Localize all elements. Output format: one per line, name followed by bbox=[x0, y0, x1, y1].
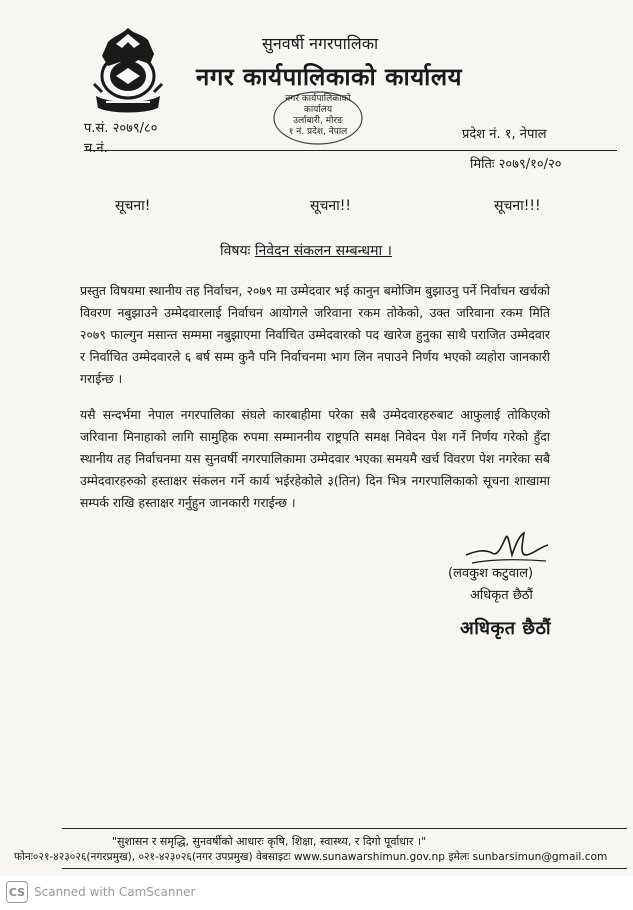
office-stamp bbox=[270, 90, 366, 154]
footer-email[interactable]: sunbarsimun@gmail.com bbox=[472, 851, 608, 863]
reference-number: प.सं. २०७९/८० bbox=[84, 121, 158, 136]
body-paragraph: प्रस्तुत विषयमा स्थानीय तह निर्वाचन, २०७९ मा उम्मेदवार भई कानुन बमोजिम बुझाउनु पर्ने निर्वाचन खर्चको विवरण नबुझाउने उम्मेदवारलाई निर्वाचन आयोगले जरिवाना रकम तोकेको, उक्त जरिवाना रकम मिति २०७९ फाल्गुन मसान्त सम्ममा नबुझाएमा निर्वाचित उम्मेदवारको पद खारेज हुनुका साथै पराजित उम्मेदवार र निर्वाचित उम्मेदवारले ६ बर्ष सम्म कुनै पनि निर्वाचनमा भाग लिन नपाउने निर्णय भएको व्यहोरा जानकारी गराईन्छ । bbox=[80, 283, 550, 386]
designation-stamp: अधिकृत छैठौं bbox=[460, 618, 552, 639]
signer-designation: अधिकृत छैठौं bbox=[470, 588, 533, 603]
notice-heading: सूचना!!! bbox=[494, 198, 541, 214]
letter-date: मितिः २०७९/१०/२० bbox=[470, 157, 562, 172]
signer-name: (लवकुश कटुवाल) bbox=[448, 566, 534, 581]
footer-motto: "सुशासन र समृद्धि, सुनवर्षीको आधारः कृषि, शिक्षा, स्वास्थ्य, र दिगो पूर्वाधार ।" bbox=[112, 835, 427, 848]
footer-contact bbox=[14, 850, 607, 864]
camscanner-logo-icon: CS bbox=[6, 881, 28, 903]
stamp-line: १ नं. प्रदेश, नेपाल bbox=[288, 127, 348, 137]
footer-website[interactable]: www.sunawarshimun.gov.np bbox=[293, 851, 445, 863]
footer-website-label: वेबसाइटः bbox=[255, 851, 291, 863]
watermark-text: Scanned with CamScanner bbox=[34, 885, 196, 899]
notice-heading: सूचना! bbox=[115, 198, 151, 214]
dispatch-number: च.नं. bbox=[84, 141, 108, 156]
header-divider bbox=[84, 150, 617, 151]
footer-phone: फोनः०२१-४२३०२६(नगरप्रमुख), ०२१-४२३०२६(नगर उपप्रमुख) bbox=[14, 851, 253, 863]
notice-heading: सूचना!! bbox=[310, 198, 351, 214]
province-label: प्रदेश नं. १, नेपाल bbox=[462, 127, 547, 142]
org-name: सुनवर्षी नगरपालिका bbox=[262, 34, 379, 53]
footer-divider bbox=[62, 828, 627, 829]
subject-line bbox=[220, 241, 392, 260]
footer-divider bbox=[62, 868, 627, 869]
office-name: नगर कार्यपालिकाको कार्यालय bbox=[196, 63, 463, 91]
subject-title: निवेदन संकलन सम्बन्धमा । bbox=[254, 243, 392, 259]
footer-email-label: इमेलः bbox=[448, 851, 470, 863]
stamp-line: उर्लाबारी, मोरङ bbox=[293, 116, 343, 126]
body-paragraph: यसै सन्दर्भमा नेपाल नगरपालिका संघले कारबाहीमा परेका सबै उम्मेदवारहरुबाट आफुलाई तोकिएको जरिवाना मिनाहाको लागि सामुहिक रुपमा सम्माननीय राष्ट्रपति समक्ष निवेदन पेश गर्ने निर्णय गरेको हुँदा स्थानीय तह निर्वाचनमा यस सुनवर्षी नगरपालिकामा उम्मेदवार भएका समयमै खर्च विवरण पेश नगरेका सबै उम्मेदवारहरुको हस्ताक्षर संकलन गर्ने कार्य भईरहेकोले ३(तिन) दिन भित्र नगरपालिकाको सूचना शाखामा सम्पर्क राखि हस्ताक्षर गर्नुहुन जानकारी गराईन्छ । bbox=[80, 407, 550, 510]
nepal-emblem-icon bbox=[86, 24, 170, 116]
stamp-line: नगर कार्यपालिकाको कार्यालय bbox=[285, 94, 351, 115]
subject-label: विषयः bbox=[220, 243, 251, 259]
scanner-watermark bbox=[0, 876, 633, 910]
